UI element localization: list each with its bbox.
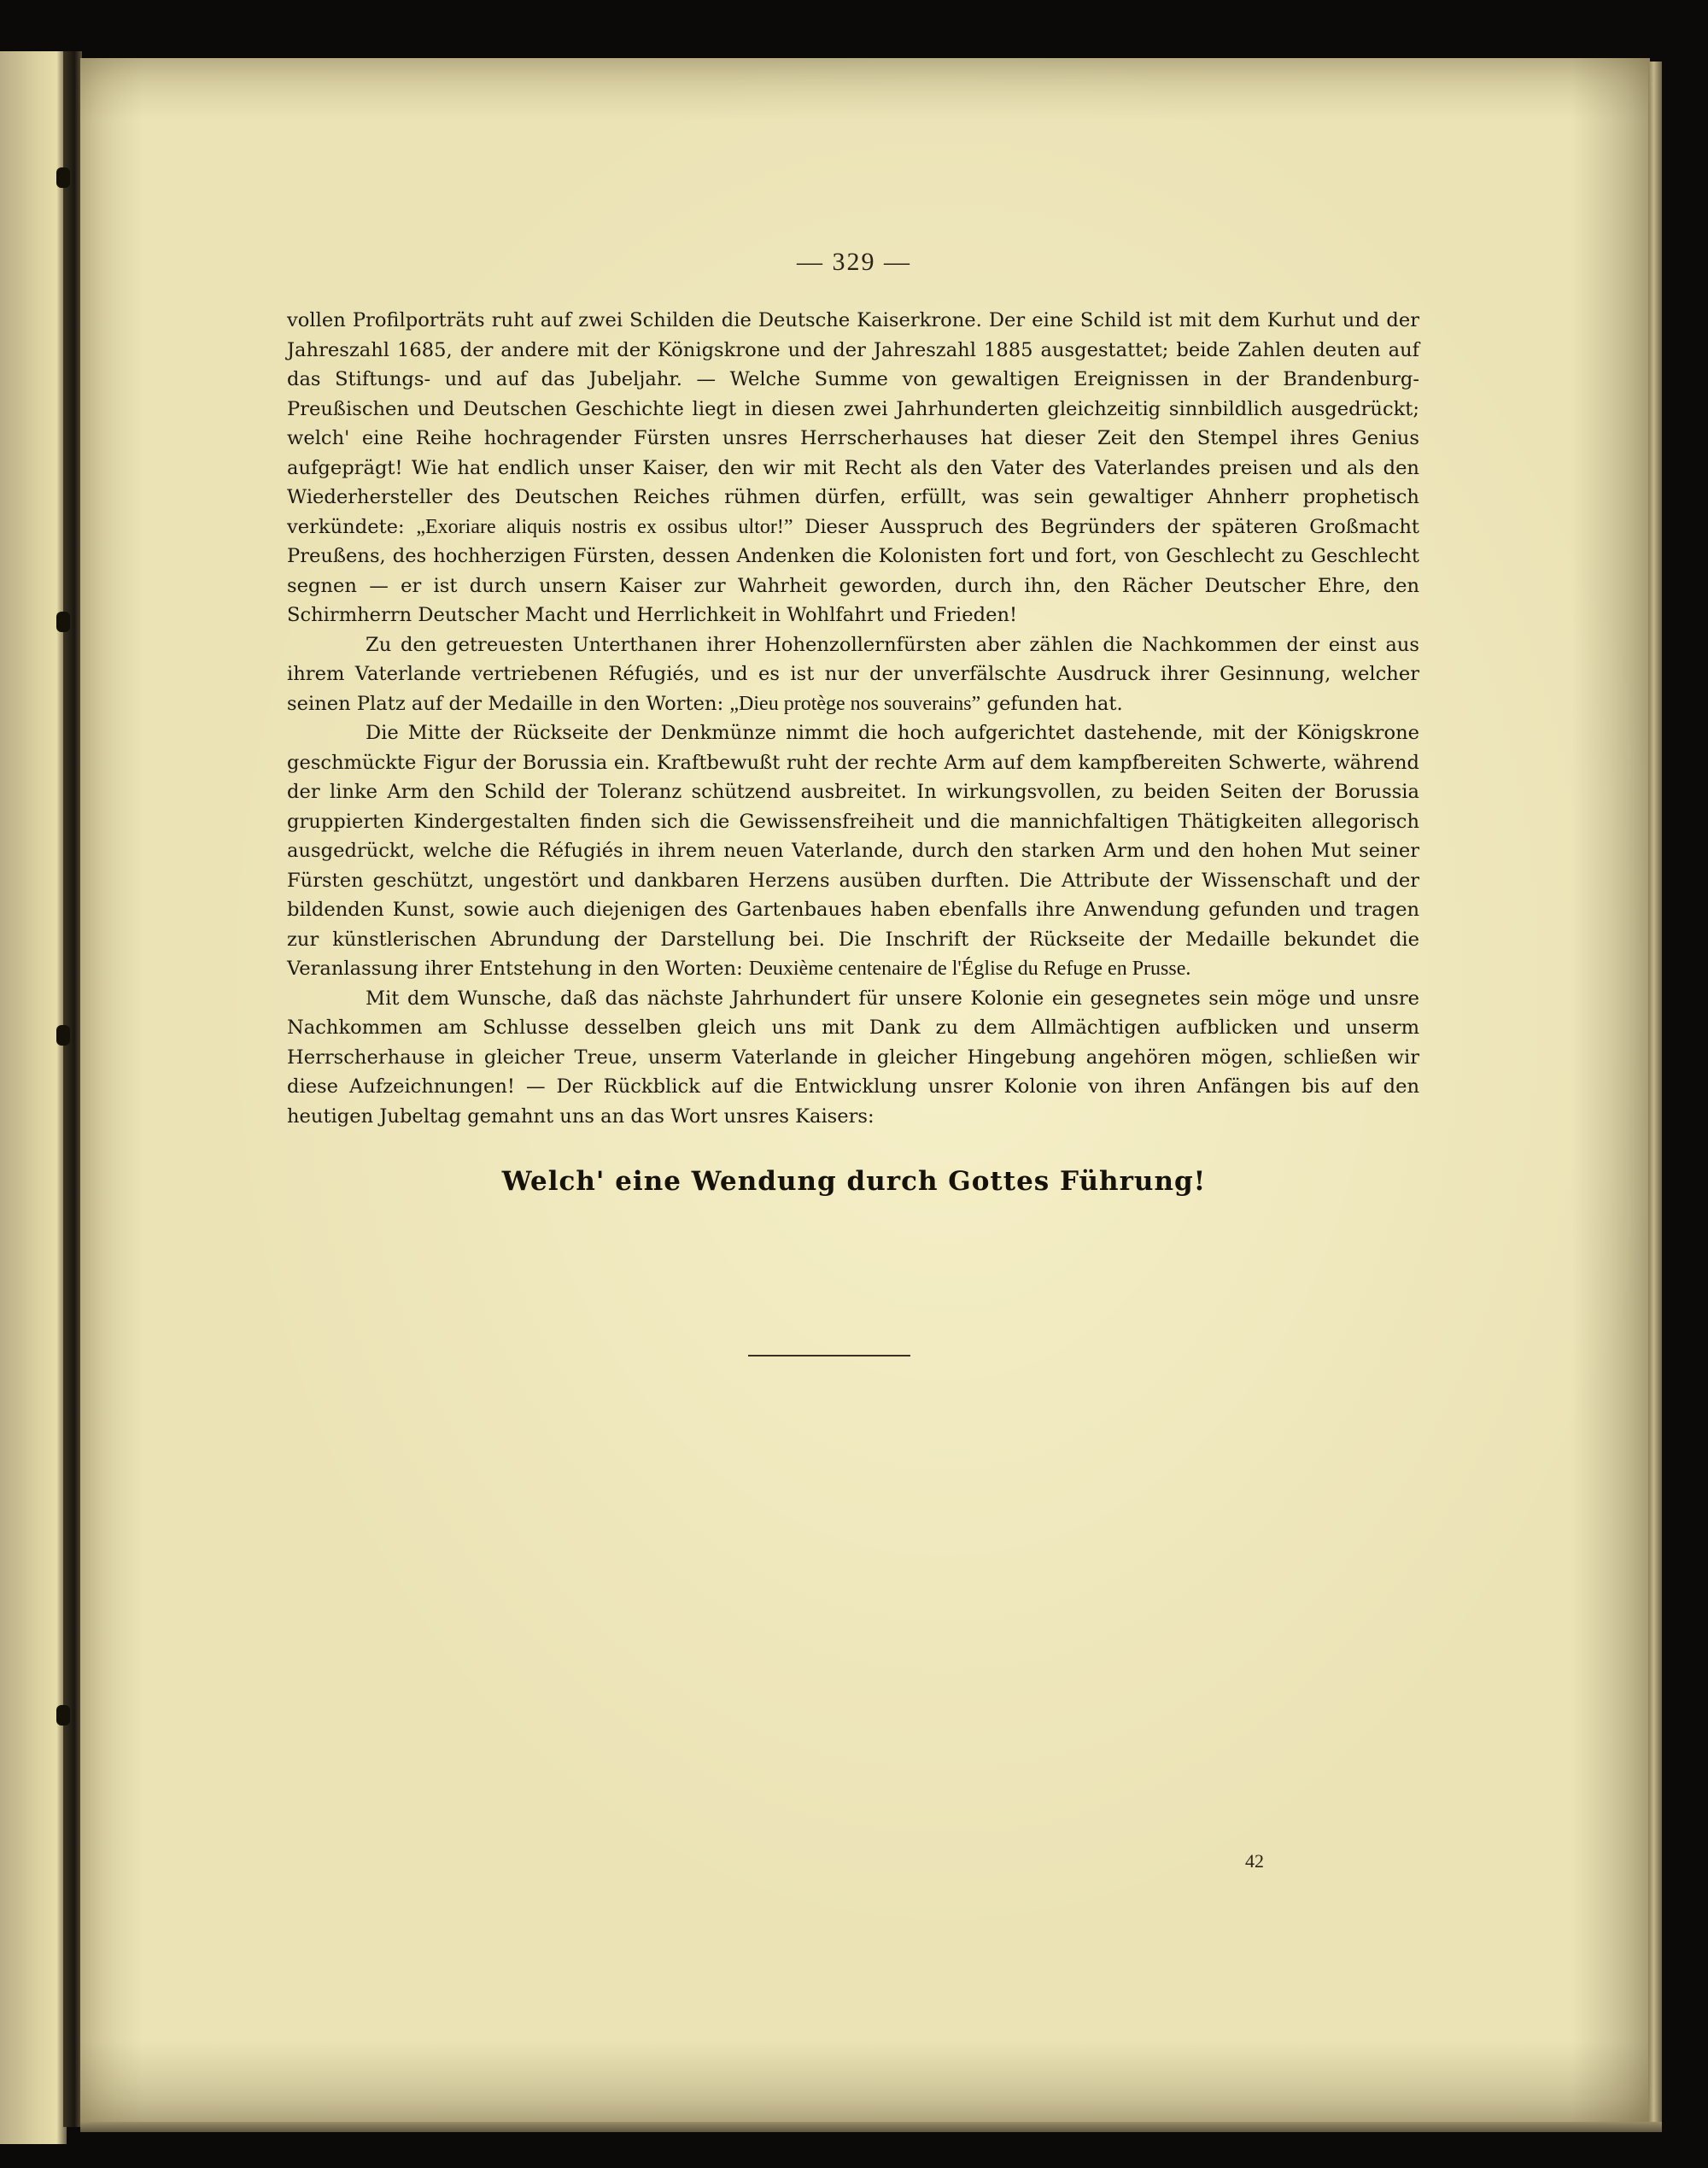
signature-mark: 42 xyxy=(1245,1850,1264,1872)
french-motto-quote: „Dieu protège nos souverains” xyxy=(729,692,981,715)
binding-stitch xyxy=(56,1705,70,1726)
paragraph-1 xyxy=(287,306,1419,630)
page-edge-right xyxy=(1648,62,1662,2122)
paragraph-3 xyxy=(287,718,1419,984)
paragraph-4 xyxy=(287,984,1419,1132)
paragraph-2 xyxy=(287,630,1419,719)
paragraph-4-text: Mit dem Wunsche, daß das nächste Jahrhundert für unsere Kolonie ein gesegnetes sein möge und unsre Nachkommen am Schlusse desselben gleich uns mit Dank zu dem Allmächtigen aufblicken und unserm Herrscherhause in gleicher Treue, unserm Vaterlande in gleicher Hingebung angehören mögen, schließen wir diese Aufzeichnungen! — Der Rückblick auf die Entwicklung unsrer Kolonie von ihren Anfängen bis auf den heutigen Jubeltag gemahnt uns an das Wort unsres Kaisers: xyxy=(287,987,1419,1128)
closing-motto: Welch' eine Wendung durch Gottes Führung! xyxy=(501,1166,1207,1197)
paragraph-3-text-a: Die Mitte der Rückseite der Denkmünze nimmt die hoch aufgerichtet dastehende, mit der Königskrone geschmückte Figur der Borussia ein. Kraftbewußt ruht der rechte Arm auf dem kampfbereiten Schwerte, während der linke Arm den Schild der Toleranz schützend ausbreitet. In wirkungsvollen, zu beiden Seiten der Borussia gruppierten Kindergestalten finden sich die Gewissensfreiheit und die mannichfaltigen Thätigkeiten allegorisch ausgedrückt, welche die Réfugiés in ihrem neuen Vaterlande, durch den starken Arm und den hohen Mut seiner Fürsten geschützt, ungestört und dankbaren Herzens ausüben durften. Die Attribute der Wissenschaft und der bildenden Kunst, sowie auch diejenigen des Gartenbaues haben ebenfalls ihre Anwendung gefunden und tragen zur künstlerischen Abrundung der Darstellung bei. Die Inschrift der Rückseite der Medaille bekundet die Veranlassung ihrer Entstehung in den Worten: xyxy=(287,722,1419,980)
latin-quote: „Exoriare aliquis nostris ex ossibus ultor!” xyxy=(416,515,793,538)
binding-stitch xyxy=(56,167,70,188)
left-page-edge xyxy=(0,51,67,2144)
medal-inscription-quote: Deuxième centenaire de l'Église du Refuge en Prusse. xyxy=(748,958,1191,980)
page-number: — 329 — xyxy=(797,248,911,276)
book-gutter xyxy=(63,51,82,2127)
end-rule xyxy=(748,1355,910,1356)
paragraph-1-text-b: Dieser Ausspruch des Begründers der späteren Großmacht Preußens, des hochherzigen Fürsten, dessen Andenken die Kolonisten fort und fort, von Geschlecht zu Geschlecht segnen — er ist durch unsern Kaiser zur Wahrheit geworden, durch ihn, den Rächer Deutscher Ehre, den Schirmherrn Deutscher Macht und Herrlichkeit in Wohlfahrt und Frieden! xyxy=(287,515,1420,626)
page-edge-bottom xyxy=(80,2122,1662,2132)
paragraph-2-text-a: Zu den getreuesten Unterthanen ihrer Hohenzollernfürsten aber zählen die Nachkommen der einst aus ihrem Vaterlande vertriebenen Réfugiés, und es ist nur der unverfälschte Ausdruck ihrer Gesinnung, welcher seinen Platz auf der Medaille in den Worten: xyxy=(287,633,1419,715)
binding-stitch xyxy=(56,1025,70,1046)
paragraph-1-text-a: vollen Profilporträts ruht auf zwei Schilden die Deutsche Kaiserkrone. Der eine Schild ist mit dem Kurhut und der Jahreszahl 1685, der andere mit der Königskrone und der Jahreszahl 1885 ausgestattet; beide Zahlen deuten auf das Stiftungs- und auf das Jubeljahr. — Welche Summe von gewaltigen Ereignissen in der Brandenburg-Preußischen und Deutschen Geschichte liegt in diesen zwei Jahrhunderten gleichzeitig sinnbildlich ausgedrückt; welch' eine Reihe hochragender Fürsten unsres Herrscherhauses hat dieser Zeit den Stempel ihres Genius aufgeprägt! Wie hat endlich unser Kaiser, den wir mit Recht als den Vater des Vaterlandes preisen und als den Wiederhersteller des Deutschen Reiches rühmen dürfen, erfüllt, was sein gewaltiger Ahnherr prophetisch verkündete: xyxy=(287,309,1419,538)
paragraph-2-text-b: gefunden hat. xyxy=(986,692,1123,715)
body-text xyxy=(287,306,1419,1131)
binding-stitch xyxy=(56,612,70,632)
